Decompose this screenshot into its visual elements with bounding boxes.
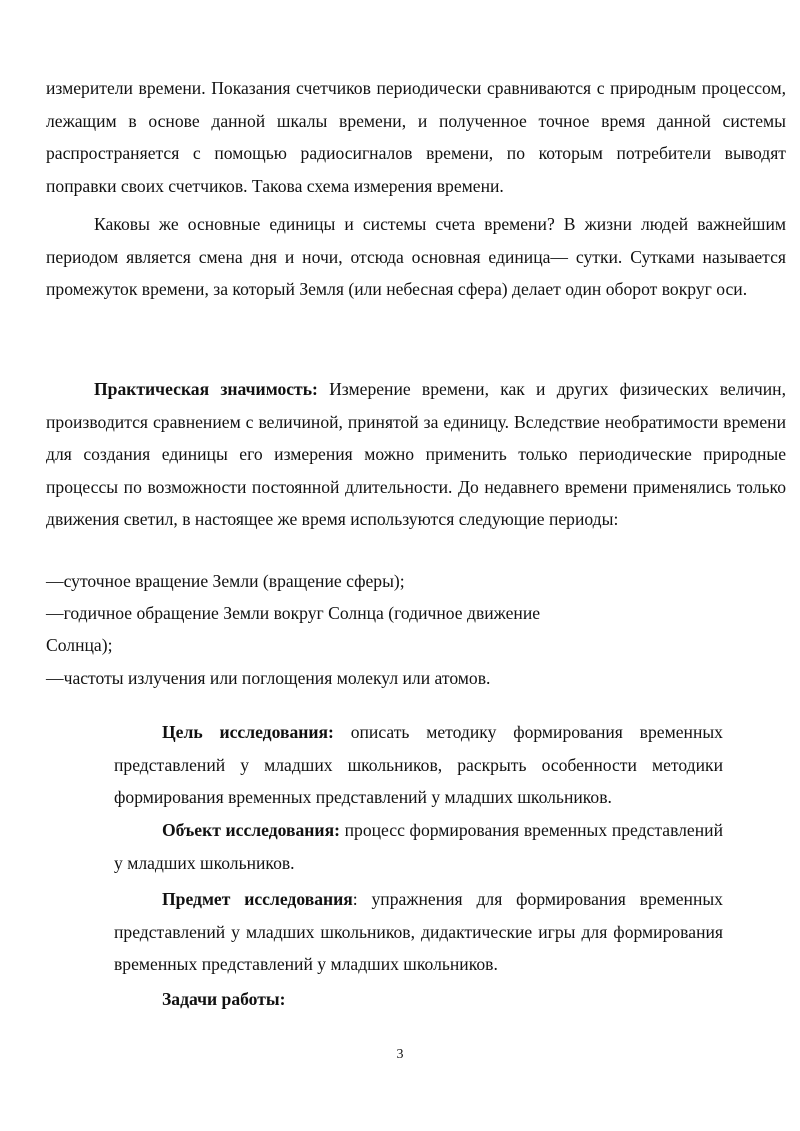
research-goal-label: Цель исследования: xyxy=(162,722,334,742)
paragraph-research-object xyxy=(114,814,723,879)
list-item-annual-revolution-cont: Солнца); xyxy=(46,635,113,655)
tasks-heading: Задачи работы: xyxy=(162,989,286,1009)
research-object-label: Объект исследования: xyxy=(162,820,340,840)
paragraph-research-subject xyxy=(114,883,723,981)
paragraph-research-goal xyxy=(114,716,723,814)
list-item-annual-revolution: —годичное обращение Земли вокруг Солнца (годичное движение xyxy=(46,603,541,623)
research-goal-text: описать методику формирования временных представлений у младших школьников, раскрыть особенности методики формирования временных представлений у младших школьников. xyxy=(114,722,723,807)
research-subject-label: Предмет исследования xyxy=(162,889,353,909)
paragraph-units-of-time: Каковы же основные единицы и системы счета времени? В жизни людей важнейшим периодом является смена дня и ночи, отсюда основная единица— сутки. Сутками называется промежуток времени, за который Земля (или небесная сфера) делает один оборот вокруг оси. xyxy=(46,214,786,299)
practical-significance-text: Измерение времени, как и других физических величин, производится сравнением с величиной, принятой за единицу. Вследствие необратимости времени для создания единицы его измерения можно применить только периодические природные процессы по возможности постоянной длительности. До недавнего времени применялись только движения светил, в настоящее же время используются следующие периоды: xyxy=(46,379,786,529)
research-object-text: процесс формирования временных представлений у младших школьников. xyxy=(114,820,723,873)
paragraph-practical-significance xyxy=(46,373,786,536)
page-number: 3 xyxy=(396,1047,404,1062)
research-subject-text: : упражнения для формирования временных представлений у младших школьников, дидактические игры для формирования временных представлений у младших школьников. xyxy=(114,889,723,974)
paragraph-time-measurement-scheme: измерители времени. Показания счетчиков периодически сравниваются с природным процессом, лежащим в основе данной шкалы времени, и полученное точное время данной системы распространяется с помощью радиосигналов времени, по которым потребители выводят поправки своих счетчиков. Такова схема измерения времени. xyxy=(46,78,786,196)
list-item-radiation-frequency: —частоты излучения или поглощения молекул или атомов. xyxy=(46,668,491,688)
practical-significance-label: Практическая значимость: xyxy=(94,379,318,399)
list-item-daily-rotation: —суточное вращение Земли (вращение сферы); xyxy=(46,571,405,591)
